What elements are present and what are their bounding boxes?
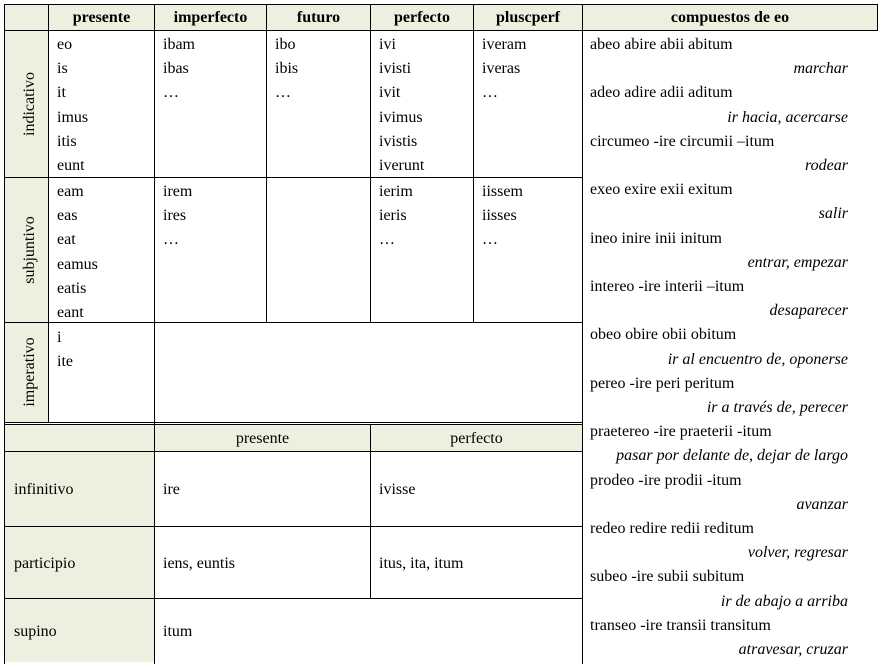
compuestos-list: [590, 33, 848, 662]
form-cell: …: [275, 84, 291, 102]
compound-forms: circumeo -ire circumii –itum: [590, 132, 775, 150]
compound-meaning: ir de abajo a arriba: [720, 592, 848, 610]
line-imperfecto-col: [266, 4, 267, 323]
form-cell: ivit: [379, 84, 401, 102]
form-cell: ibam: [163, 36, 195, 53]
line-infinitivo-bottom: [4, 526, 582, 527]
form-cell: i: [57, 329, 62, 346]
infinitivo-presente: ire: [163, 481, 180, 498]
mood-imperativo: imperativo: [21, 337, 38, 407]
form-cell: ivisti: [379, 60, 412, 78]
compound-meaning: atravesar, cruzar: [738, 641, 848, 659]
form-cell: iveras: [482, 60, 521, 78]
form-cell: eat: [57, 231, 76, 249]
form-cell: ite: [57, 353, 73, 371]
supino-presente: itum: [163, 623, 193, 640]
form-cell: iveram: [482, 36, 527, 53]
compound-meaning: avanzar: [796, 495, 848, 513]
form-cell: ires: [163, 207, 187, 225]
form-cell: eas: [57, 207, 78, 225]
line-nominal-header-bottom: [4, 451, 582, 452]
line-top: [4, 4, 878, 5]
header-presente: presente: [72, 9, 131, 26]
line-pluscperf-col: [582, 4, 583, 664]
form-cell: iissem: [482, 183, 523, 200]
compound-forms: exeo exire exii exitum: [590, 181, 733, 199]
compound-forms: pereo -ire peri peritum: [590, 374, 735, 392]
line-perfecto-col: [473, 4, 474, 323]
form-cell: …: [379, 231, 395, 249]
compound-forms: praetereo -ire praeterii -itum: [590, 423, 772, 441]
subjuntivo-imperfecto: [163, 180, 192, 253]
subjuntivo-presente: [57, 180, 98, 325]
line-indicativo-bottom: [4, 177, 582, 178]
subjuntivo-pluscperf: [482, 180, 523, 253]
header-perfecto: perfecto: [394, 9, 450, 26]
form-cell: ibis: [275, 60, 299, 78]
participio-presente: iens, euntis: [163, 555, 235, 572]
form-cell: iverunt: [379, 157, 425, 175]
indicativo-imperfecto: [163, 33, 195, 106]
compound-meaning: salir: [818, 205, 848, 223]
line-futuro-col-nominal: [370, 424, 371, 599]
form-cell: eunt: [57, 157, 85, 175]
compound-meaning: entrar, empezar: [747, 253, 848, 271]
mood-subjuntivo: subjuntivo: [21, 216, 38, 284]
line-left: [4, 4, 5, 664]
nominal-header-presente: presente: [235, 430, 290, 447]
infinitivo-perfecto: ivisse: [379, 481, 416, 498]
indicativo-futuro: [275, 33, 298, 106]
compound-meaning: marchar: [793, 60, 848, 78]
header-imperfecto: imperfecto: [173, 9, 248, 26]
form-cell: …: [482, 84, 498, 102]
form-cell: ibas: [163, 60, 189, 78]
form-cell: irem: [163, 183, 193, 200]
form-cell: iisses: [482, 207, 517, 225]
participio-perfecto: itus, ita, itum: [379, 555, 464, 572]
compound-meaning: rodear: [805, 157, 848, 175]
nominal-header-perfecto: perfecto: [450, 430, 503, 447]
form-cell: imus: [57, 108, 89, 126]
compound-meaning: ir al encuentro de, oponerse: [667, 350, 848, 368]
header-pluscperf: pluscperf: [496, 9, 560, 26]
indicativo-pluscperf: [482, 33, 526, 106]
form-cell: …: [163, 84, 179, 102]
compound-forms: adeo adire adii aditum: [590, 84, 733, 102]
line-mood-col: [48, 4, 49, 423]
form-cell: ivimus: [379, 108, 423, 126]
form-cell: eant: [57, 304, 84, 322]
compound-meaning: ir a través de, perecer: [706, 399, 848, 417]
nominal-label-participio: participio: [14, 555, 76, 572]
compound-forms: obeo obire obii obitum: [590, 326, 737, 344]
line-presente-col: [154, 4, 155, 664]
line-participio-bottom: [4, 598, 582, 599]
form-cell: ierim: [379, 183, 413, 200]
form-cell: is: [57, 60, 68, 78]
line-right: [877, 4, 878, 31]
mood-indicativo: indicativo: [21, 72, 38, 136]
nominal-label-infinitivo: infinitivo: [14, 481, 74, 498]
form-cell: ivi: [379, 36, 396, 53]
form-cell: eamus: [57, 255, 98, 273]
line-futuro-col: [370, 4, 371, 323]
form-cell: it: [57, 84, 66, 102]
compound-meaning: pasar por delante de, dejar de largo: [616, 447, 848, 465]
form-cell: itis: [57, 132, 77, 150]
subjuntivo-perfecto: [379, 180, 413, 253]
indicativo-perfecto: [379, 33, 424, 178]
compound-forms: transeo -ire transii transitum: [590, 616, 771, 634]
form-cell: ieris: [379, 207, 407, 225]
compound-meaning: ir hacia, acercarse: [727, 108, 848, 126]
form-cell: ivistis: [379, 132, 418, 150]
header-futuro: futuro: [296, 9, 341, 26]
compound-forms: abeo abire abii abitum: [590, 36, 733, 53]
form-cell: eatis: [57, 279, 87, 297]
line-imperativo-bottom: [4, 422, 582, 423]
compound-forms: prodeo -ire prodii -itum: [590, 471, 742, 489]
nominal-label-supino: supino: [14, 623, 57, 640]
compound-forms: subeo -ire subii subitum: [590, 568, 745, 586]
compound-meaning: volver, regresar: [747, 544, 848, 562]
compound-forms: ineo inire inii initum: [590, 229, 722, 247]
line-nominal-top: [4, 424, 582, 425]
form-cell: …: [163, 231, 179, 249]
line-header-bottom: [4, 30, 878, 31]
compound-forms: intereo -ire interii –itum: [590, 278, 745, 296]
form-cell: ibo: [275, 36, 296, 53]
form-cell: eo: [57, 36, 73, 53]
imperativo-presente: [57, 326, 73, 374]
compound-meaning: desaparecer: [769, 302, 848, 320]
header-compuestos: compuestos de eo: [670, 9, 790, 26]
compound-forms: redeo redire redii reditum: [590, 520, 754, 538]
indicativo-presente: [57, 33, 88, 178]
form-cell: eam: [57, 183, 84, 200]
form-cell: …: [482, 231, 498, 249]
